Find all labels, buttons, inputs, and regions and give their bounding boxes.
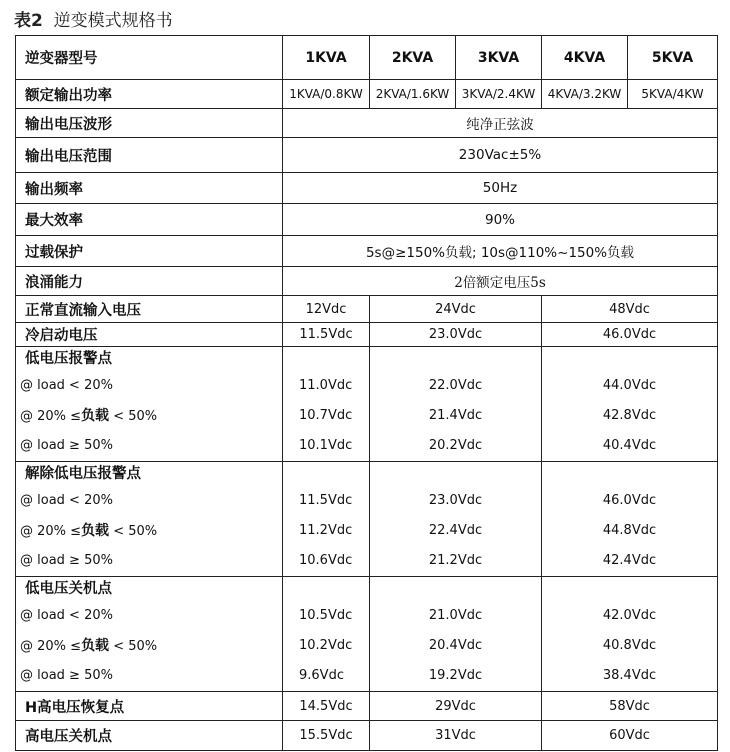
waveform-row <box>16 109 718 138</box>
model-header: 3KVA <box>456 36 542 80</box>
value-cell <box>283 462 370 577</box>
table-cell: 10.2Vdc <box>299 638 353 653</box>
table-cell: 15.5Vdc <box>283 721 370 751</box>
voltage-range-row <box>16 138 718 173</box>
table-cell: 42.8Vdc <box>602 408 657 423</box>
table-title: 逆变模式规格书 <box>53 11 173 31</box>
table-cell: 纯净正弦波 <box>283 109 718 138</box>
condition-label: @ load < 20% <box>20 493 113 508</box>
row-label: 输出频率 <box>16 173 283 204</box>
model-header: 1KVA <box>283 36 370 80</box>
table-cell: 38.4Vdc <box>602 668 657 683</box>
table-cell: 20.2Vdc <box>428 438 483 453</box>
row-label: 输出电压范围 <box>16 138 283 173</box>
value-cell <box>283 347 370 462</box>
table-cell: 44.0Vdc <box>602 378 657 393</box>
group-label-cell <box>16 577 283 692</box>
condition-label: @ load < 20% <box>20 378 113 393</box>
table-cell: 22.0Vdc <box>428 378 483 393</box>
value-cell <box>370 347 542 462</box>
low-shutdown-group <box>16 577 718 692</box>
table-cell: 21.2Vdc <box>428 553 483 568</box>
table-cell: 14.5Vdc <box>283 692 370 721</box>
table-caption <box>14 6 173 31</box>
table-cell: 10.1Vdc <box>299 438 353 453</box>
high-shutdown-row <box>16 721 718 751</box>
table-cell: 11.0Vdc <box>299 378 353 393</box>
table-cell: 5s@≥150%负载; 10s@110%~150%负载 <box>283 236 718 267</box>
table-cell: 11.5Vdc <box>299 493 353 508</box>
table-cell: 3KVA/2.4KW <box>456 80 542 109</box>
table-cell: 48Vdc <box>542 296 718 323</box>
table-cell: 46.0Vdc <box>602 493 657 508</box>
high-recover-row <box>16 692 718 721</box>
dc-input-row <box>16 296 718 323</box>
value-cell <box>542 462 718 577</box>
table-cell: 9.6Vdc <box>299 668 344 683</box>
row-label: 输出电压波形 <box>16 109 283 138</box>
row-label: 过载保护 <box>16 236 283 267</box>
condition-label: @ 20% ≤负载 < 50% <box>20 638 158 654</box>
model-header: 4KVA <box>542 36 628 80</box>
table-cell: 23.0Vdc <box>370 323 542 347</box>
value-cell <box>370 577 542 692</box>
table-cell: 4KVA/3.2KW <box>542 80 628 109</box>
value-cell <box>283 577 370 692</box>
inverter-spec-table <box>15 35 718 751</box>
row-label: 正常直流输入电压 <box>16 296 283 323</box>
row-label: 高电压关机点 <box>16 721 283 751</box>
group-title: 解除低电压报警点 <box>25 466 141 482</box>
cold-start-row <box>16 323 718 347</box>
condition-label: @ load ≥ 50% <box>20 553 113 568</box>
table-cell: 10.6Vdc <box>299 553 353 568</box>
table-cell: 58Vdc <box>542 692 718 721</box>
table-cell: 10.7Vdc <box>299 408 353 423</box>
table-cell: 50Hz <box>283 173 718 204</box>
table-cell: 90% <box>283 204 718 236</box>
rated-power-row <box>16 80 718 109</box>
row-label: 逆变器型号 <box>16 36 283 80</box>
table-cell: 60Vdc <box>542 721 718 751</box>
group-label-cell <box>16 347 283 462</box>
group-label-cell <box>16 462 283 577</box>
row-label: 冷启动电压 <box>16 323 283 347</box>
value-cell <box>370 462 542 577</box>
condition-label: @ 20% ≤负载 < 50% <box>20 408 158 424</box>
table-number: 表2 <box>14 11 43 31</box>
table-cell: 42.0Vdc <box>602 608 657 623</box>
value-cell <box>542 347 718 462</box>
row-label: 最大效率 <box>16 204 283 236</box>
clear-alarm-group <box>16 462 718 577</box>
table-cell: 24Vdc <box>370 296 542 323</box>
efficiency-row <box>16 204 718 236</box>
table-cell: 21.0Vdc <box>428 608 483 623</box>
table-cell: 10.5Vdc <box>299 608 353 623</box>
table-cell: 23.0Vdc <box>428 493 483 508</box>
row-label: 浪涌能力 <box>16 267 283 296</box>
surge-row <box>16 267 718 296</box>
table-cell: 230Vac±5% <box>283 138 718 173</box>
group-title: 低电压关机点 <box>25 581 112 597</box>
table-cell: 21.4Vdc <box>428 408 483 423</box>
table-cell: 11.5Vdc <box>283 323 370 347</box>
table-cell: 20.4Vdc <box>428 638 483 653</box>
group-title: 低电压报警点 <box>25 351 112 367</box>
frequency-row <box>16 173 718 204</box>
low-alarm-group <box>16 347 718 462</box>
table-cell: 19.2Vdc <box>428 668 483 683</box>
table-cell: 2倍额定电压5s <box>283 267 718 296</box>
table-cell: 40.4Vdc <box>602 438 657 453</box>
table-cell: 5KVA/4KW <box>628 80 718 109</box>
table-cell: 1KVA/0.8KW <box>283 80 370 109</box>
header-row <box>16 36 718 80</box>
table-cell: 2KVA/1.6KW <box>370 80 456 109</box>
table-cell: 12Vdc <box>283 296 370 323</box>
model-header: 2KVA <box>370 36 456 80</box>
row-label: 额定输出功率 <box>16 80 283 109</box>
table-cell: 22.4Vdc <box>428 523 483 538</box>
model-header: 5KVA <box>628 36 718 80</box>
table-cell: 44.8Vdc <box>602 523 657 538</box>
table-cell: 31Vdc <box>370 721 542 751</box>
value-cell <box>542 577 718 692</box>
condition-label: @ load ≥ 50% <box>20 438 113 453</box>
table-cell: 29Vdc <box>370 692 542 721</box>
table-cell: 46.0Vdc <box>542 323 718 347</box>
table-cell: 42.4Vdc <box>602 553 657 568</box>
table-cell: 11.2Vdc <box>299 523 353 538</box>
table-cell: 40.8Vdc <box>602 638 657 653</box>
condition-label: @ load < 20% <box>20 608 113 623</box>
condition-label: @ 20% ≤负载 < 50% <box>20 523 158 539</box>
overload-row <box>16 236 718 267</box>
row-label: H高电压恢复点 <box>16 692 283 721</box>
condition-label: @ load ≥ 50% <box>20 668 113 683</box>
